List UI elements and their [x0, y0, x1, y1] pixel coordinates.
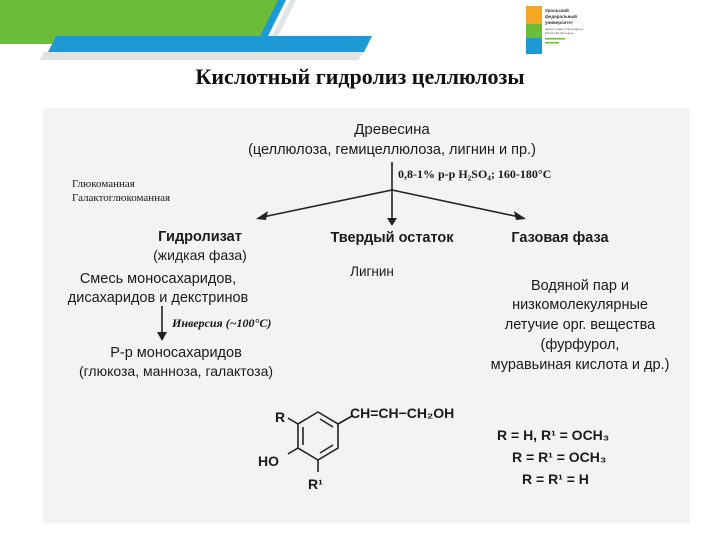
mixture-line1: Смесь моносахаридов,	[79, 271, 237, 287]
arrow-head-left	[256, 211, 268, 220]
wood-components: (целлюлоза, гемицеллюлоза, лигнин и пр.)	[248, 142, 536, 158]
ho-bond	[288, 448, 298, 454]
arrow-head-inversion	[157, 332, 167, 341]
inversion-label: Инверсия (~100°C)	[172, 316, 272, 330]
side-chain: CH=CH−CH₂OH	[350, 405, 455, 421]
substituent-r: R	[275, 409, 286, 425]
mixture-line2: дисахаридов и декстринов	[67, 290, 249, 306]
variant-3: R = R¹ = H	[522, 471, 589, 487]
wood-title: Древесина	[354, 121, 430, 138]
gas-line1: Водяной пар и	[530, 278, 630, 294]
glucomannan-label: Глюкоманная	[72, 178, 135, 190]
lignin-label: Лигнин	[350, 264, 394, 279]
gas-phase-title: Газовая фаза	[511, 230, 609, 246]
hydrolyzate-title: Гидролизат	[158, 229, 242, 245]
gas-line2: низкомолекулярные	[512, 297, 648, 313]
benzene-ring	[288, 412, 352, 472]
substituent-r1: R¹	[308, 476, 323, 492]
logo-line2: федеральный	[545, 14, 577, 19]
solid-residue-title: Твердый остаток	[330, 230, 454, 246]
branch-right-line	[392, 190, 524, 218]
solution-title: Р-р моносахаридов	[110, 345, 242, 361]
slide-title: Кислотный гидролиз целлюлозы	[195, 64, 525, 89]
gas-line4: (фурфурол,	[540, 337, 620, 353]
arrow-head-center	[387, 218, 397, 226]
galactoglucomannan-label: Галактоглюкоманная	[72, 192, 171, 204]
solution-components: (глюкоза, манноза, галактоза)	[78, 363, 274, 379]
gas-line5: муравьиная кислота и др.)	[490, 357, 670, 373]
variant-2: R = R¹ = OCH₃	[512, 449, 607, 465]
substituent-ho: HO	[258, 453, 279, 469]
reaction-conditions: 0,8-1% р-р H₂SO₄; 160-180°C	[398, 167, 552, 181]
logo-line1: Уральский	[545, 8, 569, 13]
arrow-head-right	[514, 211, 526, 220]
gas-line3: летучие орг. вещества	[504, 317, 656, 333]
branch-left-line	[258, 190, 392, 218]
logo-line5: России Б.Н.Ельцина	[545, 31, 574, 35]
logo-line4: имени первого Президента	[545, 27, 583, 31]
r-bond	[288, 418, 298, 424]
logo-line3: университет	[545, 20, 574, 25]
hydrolyzate-phase: (жидкая фаза)	[153, 247, 247, 263]
variant-1: R = H, R¹ = OCH₃	[497, 427, 610, 443]
